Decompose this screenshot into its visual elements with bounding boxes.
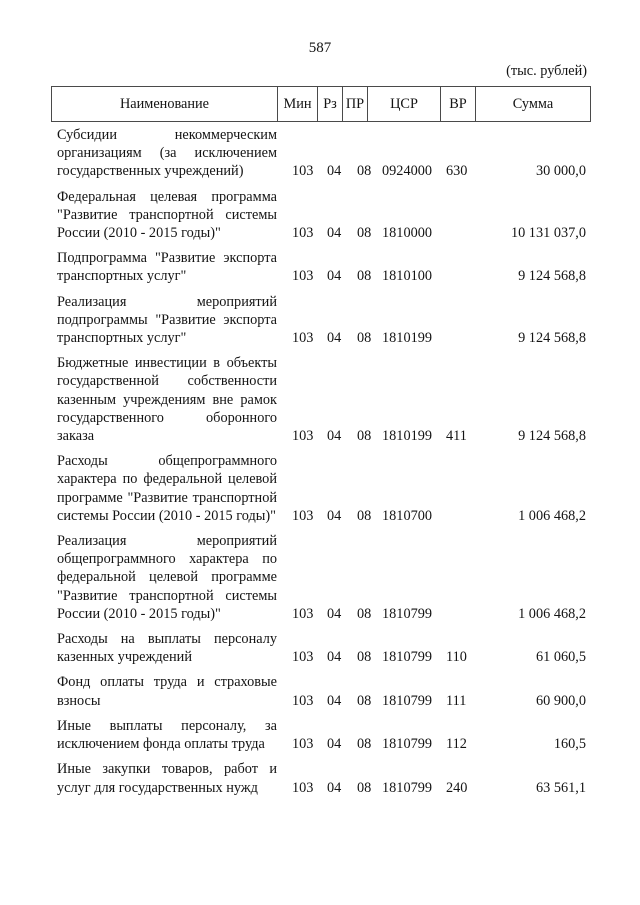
row-sum: 1 006 468,2	[518, 507, 586, 524]
row-vr: 110	[446, 649, 467, 666]
table-row	[57, 717, 591, 753]
row-min: 103	[292, 736, 314, 753]
row-sum: 61 060,5	[535, 649, 586, 666]
row-pr: 08	[357, 507, 372, 524]
row-sum: 30 000,0	[535, 163, 586, 180]
row-sum: 9 124 568,8	[518, 428, 586, 445]
row-rz: 04	[327, 428, 342, 445]
table-row	[57, 630, 591, 666]
row-rz: 04	[327, 225, 342, 242]
row-pr: 08	[357, 779, 372, 796]
row-sum: 1 006 468,2	[518, 605, 586, 622]
row-min: 103	[292, 605, 314, 622]
header-pr: ПР	[343, 87, 368, 121]
row-rz: 04	[327, 507, 342, 524]
row-csr: 1810799	[382, 779, 433, 796]
table-row	[57, 760, 591, 796]
header-rz: Рз	[318, 87, 343, 121]
row-sum: 60 900,0	[535, 692, 586, 709]
row-pr: 08	[357, 736, 372, 753]
row-min: 103	[292, 225, 314, 242]
row-pr: 08	[357, 330, 372, 347]
row-rz: 04	[327, 649, 342, 666]
row-csr: 1810799	[382, 736, 433, 753]
row-min: 103	[292, 692, 314, 709]
row-csr: 1810700	[382, 507, 433, 524]
table-row	[57, 249, 591, 285]
table-row	[57, 293, 591, 348]
row-pr: 08	[357, 692, 372, 709]
row-pr: 08	[357, 225, 372, 242]
row-name: Подпрограмма "Развитие экспорта транспортных услуг"	[57, 250, 277, 285]
row-sum: 10 131 037,0	[510, 225, 586, 242]
row-rz: 04	[327, 330, 342, 347]
row-min: 103	[292, 507, 314, 524]
row-rz: 04	[327, 692, 342, 709]
units-label: (тыс. рублей)	[506, 63, 587, 79]
row-name: Расходы общепрограммного характера по федеральной целевой программе "Развитие транспортной системы России (2010 - 2015 годы)"	[57, 453, 277, 524]
row-min: 103	[292, 330, 314, 347]
table-row	[57, 532, 591, 623]
row-min: 103	[292, 428, 314, 445]
row-name: Реализация мероприятий общепрограммного характера по федеральной целевой программе "Развитие транспортной системы России (2010 - 2015 годы)"	[57, 533, 277, 622]
row-name: Иные закупки товаров, работ и услуг для государственных нужд	[57, 761, 277, 796]
row-vr: 240	[446, 779, 468, 796]
row-sum: 9 124 568,8	[518, 330, 586, 347]
row-rz: 04	[327, 736, 342, 753]
table-body	[57, 126, 591, 804]
row-rz: 04	[327, 605, 342, 622]
row-pr: 08	[357, 605, 372, 622]
table-row	[57, 188, 591, 243]
row-sum: 160,5	[553, 736, 586, 753]
page-number: 587	[308, 40, 332, 56]
row-rz: 04	[327, 268, 342, 285]
header-vr: ВР	[441, 87, 476, 121]
table-row	[57, 126, 591, 181]
row-min: 103	[292, 163, 314, 180]
row-min: 103	[292, 649, 314, 666]
row-rz: 04	[327, 163, 342, 180]
row-vr: 112	[446, 736, 467, 753]
row-sum: 9 124 568,8	[518, 268, 586, 285]
row-vr: 111	[446, 692, 467, 709]
row-pr: 08	[357, 268, 372, 285]
row-vr: 411	[446, 428, 467, 445]
header-name: Наименование	[52, 87, 278, 121]
row-rz: 04	[327, 779, 342, 796]
row-csr: 1810000	[382, 225, 433, 242]
row-pr: 08	[357, 428, 372, 445]
header-sum: Сумма	[512, 95, 554, 112]
row-sum: 63 561,1	[535, 779, 586, 796]
row-name: Реализация мероприятий подпрограммы "Развитие экспорта транспортных услуг"	[57, 293, 277, 347]
row-pr: 08	[357, 649, 372, 666]
row-name: Расходы на выплаты персоналу казенных учреждений	[57, 631, 277, 666]
header-csr: ЦСР	[368, 87, 441, 121]
table-row	[57, 673, 591, 709]
row-name: Иные выплаты персоналу, за исключением фонда оплаты труда	[57, 717, 277, 753]
row-csr: 1810799	[382, 692, 433, 709]
row-name: Федеральная целевая программа "Развитие транспортной системы России (2010 - 2015 годы)"	[57, 188, 277, 242]
row-name: Субсидии некоммерческим организациям (за исключением государственных учреждений)	[57, 127, 277, 180]
row-csr: 1810799	[382, 605, 433, 622]
row-pr: 08	[357, 163, 372, 180]
row-min: 103	[292, 779, 314, 796]
row-csr: 1810799	[382, 649, 433, 666]
row-csr: 1810100	[382, 268, 433, 285]
row-min: 103	[292, 268, 314, 285]
row-csr: 0924000	[382, 163, 433, 180]
table-row	[57, 354, 591, 445]
table-header	[51, 86, 591, 122]
header-min: Мин	[278, 87, 318, 121]
row-name: Бюджетные инвестиции в объекты государственной собственности казенным учреждениям вне рамок государственного оборонного заказа	[57, 355, 277, 445]
table-row	[57, 452, 591, 525]
row-name: Фонд оплаты труда и страховые взносы	[57, 674, 277, 709]
row-vr: 630	[446, 163, 468, 180]
row-csr: 1810199	[382, 330, 433, 347]
row-csr: 1810199	[382, 428, 433, 445]
